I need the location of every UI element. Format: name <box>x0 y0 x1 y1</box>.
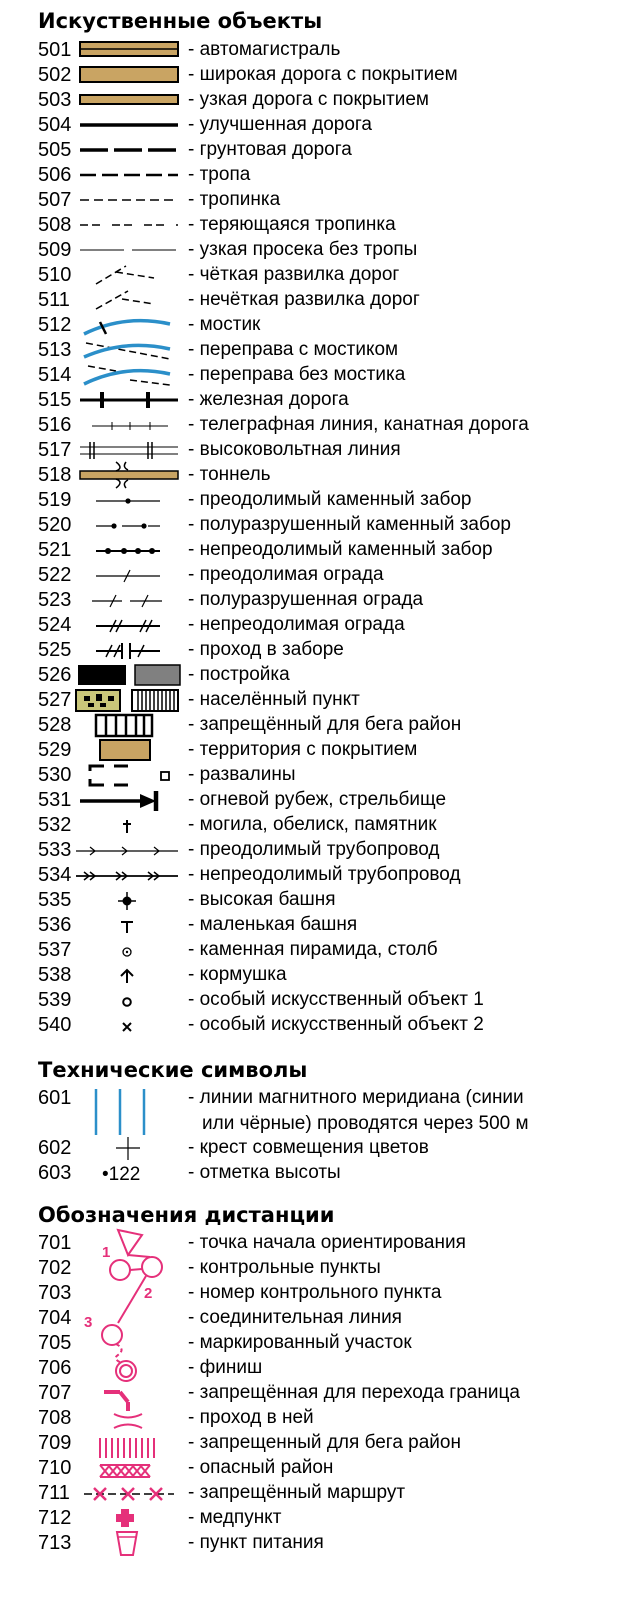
legend-number: 512 <box>38 314 72 336</box>
legend-row-523 <box>0 587 633 613</box>
legend-description: - постройка <box>188 664 290 685</box>
firing-range-icon <box>70 787 185 813</box>
control-number-label: 3 <box>84 1314 93 1331</box>
legend-description: - проход в ней <box>188 1407 314 1428</box>
legend-description: - кормушка <box>188 964 287 985</box>
legend-row-712 <box>0 1505 633 1531</box>
legend-row-707 <box>0 1380 633 1406</box>
crossing-point-icon <box>70 637 185 663</box>
legend-row-513 <box>0 337 633 363</box>
legend-number: 712 <box>38 1507 72 1529</box>
legend-number: 704 <box>38 1307 72 1329</box>
legend-description: - запрещённая для перехода граница <box>188 1382 520 1403</box>
section-title-course: Обозначения дистанции <box>38 1203 335 1227</box>
indistinct-junction-icon <box>70 287 185 313</box>
legend-number: 535 <box>38 889 72 911</box>
legend-number: 533 <box>38 839 72 861</box>
legend-number: 521 <box>38 539 72 561</box>
indistinct-path-icon <box>70 212 185 238</box>
legend-description: - линии магнитного меридиана (синии <box>188 1087 524 1108</box>
legend-number: 710 <box>38 1457 72 1479</box>
legend-number: 509 <box>38 239 72 261</box>
legend-row-533 <box>0 837 633 863</box>
legend-row-540 <box>0 1012 633 1038</box>
legend-row-502 <box>0 62 633 88</box>
motorway-icon <box>70 37 185 63</box>
legend-row-708 <box>0 1405 633 1431</box>
legend-description: - переправа без мостика <box>188 364 406 385</box>
legend-description: - тропинка <box>188 189 281 210</box>
legend-description: - медпункт <box>188 1507 282 1528</box>
legend-row-531 <box>0 787 633 813</box>
pipeline-icon <box>70 837 185 863</box>
legend-row-701 <box>0 1230 633 1256</box>
legend-description-continued: или чёрные) проводятся через 500 м <box>202 1113 529 1134</box>
legend-number: 510 <box>38 264 72 286</box>
legend-description: - контрольные пункты <box>188 1257 381 1278</box>
crossing-without-bridge-icon <box>70 362 185 388</box>
legend-description: - финиш <box>188 1357 263 1378</box>
out-of-bounds-area-icon <box>70 712 185 738</box>
legend-row-504 <box>0 112 633 138</box>
legend-row-522 <box>0 562 633 588</box>
registration-mark-icon <box>70 1135 185 1161</box>
legend-description: - непреодолимый трубопровод <box>188 864 461 885</box>
legend-description: - точка начала ориентирования <box>188 1232 466 1253</box>
footbridge-icon <box>70 312 185 338</box>
legend-number: 703 <box>38 1282 72 1304</box>
legend-number: 501 <box>38 39 72 61</box>
crossing-with-bridge-icon <box>70 337 185 363</box>
major-power-line-icon <box>70 437 185 463</box>
narrow-paved-road-icon <box>70 87 185 113</box>
railway-icon <box>70 387 185 413</box>
paved-area-icon <box>70 737 185 763</box>
legend-description: - особый искусственный объект 1 <box>188 989 484 1010</box>
legend-number: 524 <box>38 614 72 636</box>
legend-description: - телеграфная линия, канатная дорога <box>188 414 529 435</box>
legend-description: - преодолимая ограда <box>188 564 384 585</box>
legend-number: 505 <box>38 139 72 161</box>
legend-row-505 <box>0 137 633 163</box>
legend-number: 602 <box>38 1137 72 1159</box>
legend-number: 709 <box>38 1432 72 1454</box>
legend-row-529 <box>0 737 633 763</box>
legend-row-601 <box>0 1085 633 1137</box>
legend-number: 508 <box>38 214 72 236</box>
legend-number: 525 <box>38 639 72 661</box>
legend-description: - преодолимый каменный забор <box>188 489 472 510</box>
narrow-ride-icon <box>70 237 185 263</box>
legend-number: 522 <box>38 564 72 586</box>
legend-row-512 <box>0 312 633 338</box>
legend-row-530 <box>0 762 633 788</box>
building-icon <box>70 662 185 688</box>
legend-description: - запрещенный для бега район <box>188 1432 461 1453</box>
special-object-2-icon <box>70 1012 185 1038</box>
legend-description: - переправа с мостиком <box>188 339 399 360</box>
legend-description: - крест совмещения цветов <box>188 1137 429 1158</box>
power-line-icon <box>70 412 185 438</box>
legend-description: - опасный район <box>188 1457 334 1478</box>
legend-number: 502 <box>38 64 72 86</box>
legend-row-510 <box>0 262 633 288</box>
ruined-stone-wall-icon <box>70 512 185 538</box>
legend-row-603 <box>0 1160 633 1186</box>
legend-row-539 <box>0 987 633 1013</box>
legend-description: - пункт питания <box>188 1532 324 1553</box>
legend-row-706 <box>0 1355 633 1381</box>
legend-number: 537 <box>38 939 72 961</box>
legend-description: - узкая просека без тропы <box>188 239 418 260</box>
legend-number: 529 <box>38 739 72 761</box>
legend-row-518 <box>0 462 633 488</box>
legend-description: - теряющаяся тропинка <box>188 214 396 235</box>
legend-row-535 <box>0 887 633 913</box>
legend-number: 705 <box>38 1332 72 1354</box>
ruin-icon <box>70 762 185 788</box>
magnetic-north-lines-icon <box>70 1085 185 1137</box>
legend-number: 526 <box>38 664 72 686</box>
legend-description: - соединительная линия <box>188 1307 402 1328</box>
legend-description: - непреодолимый каменный забор <box>188 539 493 560</box>
legend-number: 702 <box>38 1257 72 1279</box>
legend-row-538 <box>0 962 633 988</box>
legend-number: 707 <box>38 1382 72 1404</box>
legend-row-705 <box>0 1330 633 1356</box>
section-title-technical: Технические символы <box>38 1058 308 1082</box>
legend-description: - номер контрольного пункта <box>188 1282 442 1303</box>
high-tower-icon <box>70 887 185 913</box>
section-title-man-made: Искуственные объекты <box>38 9 323 33</box>
control-number-label: 2 <box>144 1285 153 1302</box>
impassable-pipeline-icon <box>70 862 185 888</box>
legend-number: 706 <box>38 1357 72 1379</box>
legend-row-521 <box>0 537 633 563</box>
legend-description: - развалины <box>188 764 296 785</box>
stone-wall-icon <box>70 487 185 513</box>
improved-road-icon <box>70 112 185 138</box>
legend-number: 518 <box>38 464 72 486</box>
legend-row-711 <box>0 1480 633 1506</box>
legend-description: - улучшенная дорога <box>188 114 372 135</box>
legend-number: 528 <box>38 714 72 736</box>
cairn-icon <box>70 937 185 963</box>
legend-description: - высоковольтная линия <box>188 439 401 460</box>
legend-number: 516 <box>38 414 72 436</box>
legend-description: - высокая башня <box>188 889 336 910</box>
legend-number: 506 <box>38 164 72 186</box>
legend-number: 532 <box>38 814 72 836</box>
legend-number: 527 <box>38 689 72 711</box>
legend-number: 515 <box>38 389 72 411</box>
legend-description: - нечёткая развилка дорог <box>188 289 420 310</box>
fence-icon <box>70 562 185 588</box>
legend-number: 520 <box>38 514 72 536</box>
legend-number: 538 <box>38 964 72 986</box>
legend-number: 517 <box>38 439 72 461</box>
legend-row-503 <box>0 87 633 113</box>
legend-number: 713 <box>38 1532 72 1554</box>
legend-description: - маркированный участок <box>188 1332 412 1353</box>
legend-row-534 <box>0 862 633 888</box>
fodder-rack-icon <box>70 962 185 988</box>
legend-row-514 <box>0 362 633 388</box>
legend-row-713 <box>0 1530 633 1556</box>
legend-number: 603 <box>38 1162 72 1184</box>
legend-number: 513 <box>38 339 72 361</box>
settlement-icon <box>70 687 185 713</box>
control-number-label: 1 <box>102 1244 111 1261</box>
legend-description: - запрещённый для бега район <box>188 714 462 735</box>
legend-number: 531 <box>38 789 72 811</box>
legend-description: - непреодолимая ограда <box>188 614 405 635</box>
legend-number: 511 <box>38 289 70 311</box>
legend-row-703 <box>0 1280 633 1306</box>
legend-row-507 <box>0 187 633 213</box>
legend-description: - проход в заборе <box>188 639 344 660</box>
legend-description: - узкая дорога с покрытием <box>188 89 429 110</box>
legend-row-520 <box>0 512 633 538</box>
legend-number: 514 <box>38 364 72 386</box>
legend-description: - широкая дорога с покрытием <box>188 64 458 85</box>
ruined-fence-icon <box>70 587 185 613</box>
legend-number: 536 <box>38 914 72 936</box>
legend-row-704 <box>0 1305 633 1331</box>
legend-number: 601 <box>38 1087 72 1109</box>
legend-row-515 <box>0 387 633 413</box>
legend-row-525 <box>0 637 633 663</box>
legend-row-519 <box>0 487 633 513</box>
legend-number: 701 <box>38 1232 72 1254</box>
distinct-junction-icon <box>70 262 185 288</box>
legend-description: - полуразрушенный каменный забор <box>188 514 511 535</box>
legend-row-511 <box>0 287 633 313</box>
legend-description: - отметка высоты <box>188 1162 341 1183</box>
legend-row-516 <box>0 412 633 438</box>
dirt-road-icon <box>70 137 185 163</box>
legend-number: 523 <box>38 589 72 611</box>
legend-row-709 <box>0 1430 633 1456</box>
grave-icon <box>70 812 185 838</box>
legend-description: - населённый пункт <box>188 689 360 710</box>
legend-number: 708 <box>38 1407 72 1429</box>
legend-row-602 <box>0 1135 633 1161</box>
legend-number: 504 <box>38 114 72 136</box>
legend-description: - тоннель <box>188 464 271 485</box>
legend-number: 507 <box>38 189 72 211</box>
legend-row-536 <box>0 912 633 938</box>
legend-description: - особый искусственный объект 2 <box>188 1014 484 1035</box>
legend-description: - грунтовая дорога <box>188 139 352 160</box>
impassable-fence-icon <box>70 612 185 638</box>
small-tower-icon <box>70 912 185 938</box>
legend-number: 711 <box>38 1482 70 1504</box>
impassable-stone-wall-icon <box>70 537 185 563</box>
legend-row-527 <box>0 687 633 713</box>
legend-description: - запрещённый маршрут <box>188 1482 406 1503</box>
legend-row-532 <box>0 812 633 838</box>
legend-number: 530 <box>38 764 72 786</box>
legend-row-517 <box>0 437 633 463</box>
tunnel-icon <box>70 462 185 488</box>
legend-row-528 <box>0 712 633 738</box>
legend-description: - маленькая башня <box>188 914 358 935</box>
legend-row-509 <box>0 237 633 263</box>
special-object-1-icon <box>70 987 185 1013</box>
legend-number: 534 <box>38 864 72 886</box>
legend-row-501 <box>0 37 633 63</box>
legend-row-702 <box>0 1255 633 1281</box>
legend-description: - автомагистраль <box>188 39 341 60</box>
track-icon <box>70 162 185 188</box>
legend-number: 503 <box>38 89 72 111</box>
legend-description: - чёткая развилка дорог <box>188 264 400 285</box>
spot-height-label: •122 <box>102 1164 141 1185</box>
legend-row-537 <box>0 937 633 963</box>
legend-description: - железная дорога <box>188 389 349 410</box>
legend-description: - каменная пирамида, столб <box>188 939 438 960</box>
legend-description: - преодолимый трубопровод <box>188 839 440 860</box>
legend-row-506 <box>0 162 633 188</box>
legend-description: - территория с покрытием <box>188 739 418 760</box>
path-icon <box>70 187 185 213</box>
legend-number: 519 <box>38 489 72 511</box>
legend-row-710 <box>0 1455 633 1481</box>
legend-number: 540 <box>38 1014 72 1036</box>
legend-description: - огневой рубеж, стрельбище <box>188 789 447 810</box>
wide-paved-road-icon <box>70 62 185 88</box>
legend-row-524 <box>0 612 633 638</box>
legend-description: - полуразрушенная ограда <box>188 589 424 610</box>
legend-description: - мостик <box>188 314 261 335</box>
legend-row-508 <box>0 212 633 238</box>
legend-row-526 <box>0 662 633 688</box>
legend-number: 539 <box>38 989 72 1011</box>
legend-description: - могила, обелиск, памятник <box>188 814 437 835</box>
legend-description: - тропа <box>188 164 251 185</box>
